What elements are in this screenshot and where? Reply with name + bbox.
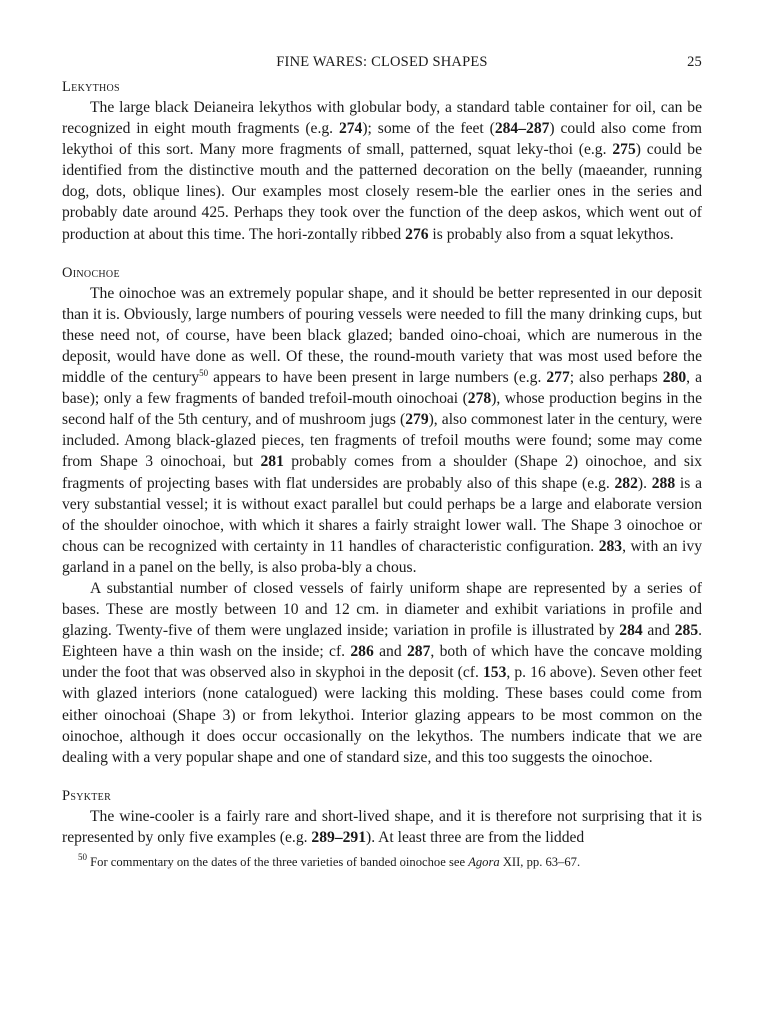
text-run: The large black Deianeira lekythos with globular body, a standard table container for oil, can be recognized in eight mouth fragments (e.g.: [62, 99, 702, 138]
footnote-text-after: XII, pp. 63–67.: [499, 855, 581, 869]
catalogue-number: 153: [482, 664, 507, 682]
running-title: FINE WARES: CLOSED SHAPES: [276, 54, 488, 70]
text-run: ).: [637, 474, 652, 492]
text-run: ), whose production begins in the second half of the 5th century, and of mushroom jugs (: [62, 390, 702, 429]
page-number: 25: [687, 54, 702, 70]
text-run: ), also commonest later in the century, were included. Among black-glazed pieces, ten fragments of trefoil mouths were found; some may come from Shape 3 oinochoai, but: [62, 411, 702, 471]
catalogue-number: 279: [405, 411, 429, 429]
catalogue-number: 278: [467, 390, 492, 408]
footnote-number: 50: [78, 852, 87, 862]
catalogue-number: 288: [651, 474, 676, 492]
text-run: , with an ivy garland in a panel on the belly, is also proba-bly a chous.: [62, 537, 702, 576]
catalogue-number: 280: [662, 369, 687, 387]
text-run: , p. 16 above). Seven other feet with glazed interiors (none catalogued) were lacking this molding. These bases could come from either oinochoai (Shape 3) or from lekythoi. Interior glazing appears to be most common on the oinochoe, although it does occur occasionally on the lekythos. The numbers indicate that we are dealing with a very popular shape and one of standard size, and this too suggests the oinochoe.: [62, 664, 703, 766]
text-run: appears to have been present in large numbers (e.g.: [208, 369, 547, 387]
paragraph-lekythos-1: [62, 97, 702, 245]
footnote-text-before: For commentary on the dates of the three varieties of banded oinochoe see: [87, 855, 469, 869]
text-run: The oinochoe was an extremely popular shape, and it should be better represented in our deposit than it is. Obviously, large numbers of pouring vessels were needed to fill the many drinking cups, but these need not, of course, have been black glazed; banded oino-choai, which are numerous in the deposit, would have done as well. Of these, the round-mouth variety that was most used before the middle of the century: [62, 284, 702, 387]
page: [62, 48, 702, 870]
text-run: . Eighteen have a thin wash on the inside; cf.: [62, 622, 703, 661]
text-run: ) could be identified from the distinctive mouth and the patterned decoration on the belly (maeander, running dog, dots, oblique lines). Our examples most closely resem-ble the earlier ones in the series and probably date around 425. Perhaps they took over the function of the deep askos, which went out of production at about this time. The hori-zontally ribbed: [62, 141, 703, 243]
catalogue-number: 282: [614, 474, 638, 492]
catalogue-number: 289–291: [311, 828, 366, 846]
catalogue-number: 277: [546, 369, 570, 387]
footnote: [62, 854, 702, 870]
paragraph-oinochoe-2: [62, 578, 702, 768]
text-run: probably comes from a shoulder (Shape 2) oinochoe, and six fragments of projecting bases with flat undersides are probably also of this shape (e.g.: [62, 453, 703, 492]
text-run: ; also perhaps: [569, 369, 663, 387]
running-head: [62, 48, 702, 72]
catalogue-number: 287: [406, 643, 431, 661]
footnote-italic: Agora: [468, 855, 500, 869]
catalogue-number: 283: [598, 537, 623, 555]
text-run: and: [642, 622, 675, 640]
text-run: A substantial number of closed vessels of fairly uniform shape are represented by a series of bases. These are mostly between 10 and 12 cm. in diameter and exhibit variations in profile and glazing. Twenty-five of them were unglazed inside; variation in profile is illustrated by: [62, 579, 702, 640]
catalogue-number: 281: [260, 453, 284, 471]
text-run: and: [373, 643, 407, 661]
catalogue-number: 286: [350, 643, 374, 661]
text-run: ). At least three are from the lidded: [366, 828, 585, 846]
section-heading-lekythos: Lekythos: [62, 79, 120, 95]
catalogue-number: 284: [619, 622, 643, 640]
catalogue-number: 284–287: [494, 120, 550, 138]
text-run: is probably also from a squat lekythos.: [428, 225, 674, 243]
catalogue-number: 276: [405, 225, 429, 243]
text-run: , both of which have the concave molding under the foot that was observed also in skyphoi in the deposit (cf.: [62, 643, 702, 682]
footnote-ref: 50: [199, 368, 209, 379]
catalogue-number: 274: [338, 120, 363, 138]
text-run: is a very substantial vessel; it is without exact parallel but could perhaps be a large and elaborate version of the shoulder oinochoe, with which it shares a fairly straight lower wall. The Shape 3 oinochoe or chous can be recognized with certainty in 11 handles of characteristic configuration.: [62, 474, 702, 555]
text-run: ) could also come from lekythoi of this sort. Many more fragments of small, patterned, squat leky-thoi (e.g.: [62, 120, 702, 159]
paragraph-psykter-1: [62, 806, 702, 848]
section-heading-oinochoe: Oinochoe: [62, 264, 120, 281]
section-heading-psykter: Psykter: [62, 787, 112, 804]
text-run: ); some of the feet (: [362, 120, 495, 138]
catalogue-number: 275: [612, 141, 636, 159]
text-run: The wine-cooler is a fairly rare and short-lived shape, and it is therefore not surprising that it is represented by only five examples (e.g.: [62, 807, 702, 846]
paragraph-oinochoe-1: [62, 283, 702, 578]
text-run: , a base); only a few fragments of banded trefoil-mouth oinochoai (: [62, 369, 702, 408]
catalogue-number: 285: [674, 622, 699, 640]
